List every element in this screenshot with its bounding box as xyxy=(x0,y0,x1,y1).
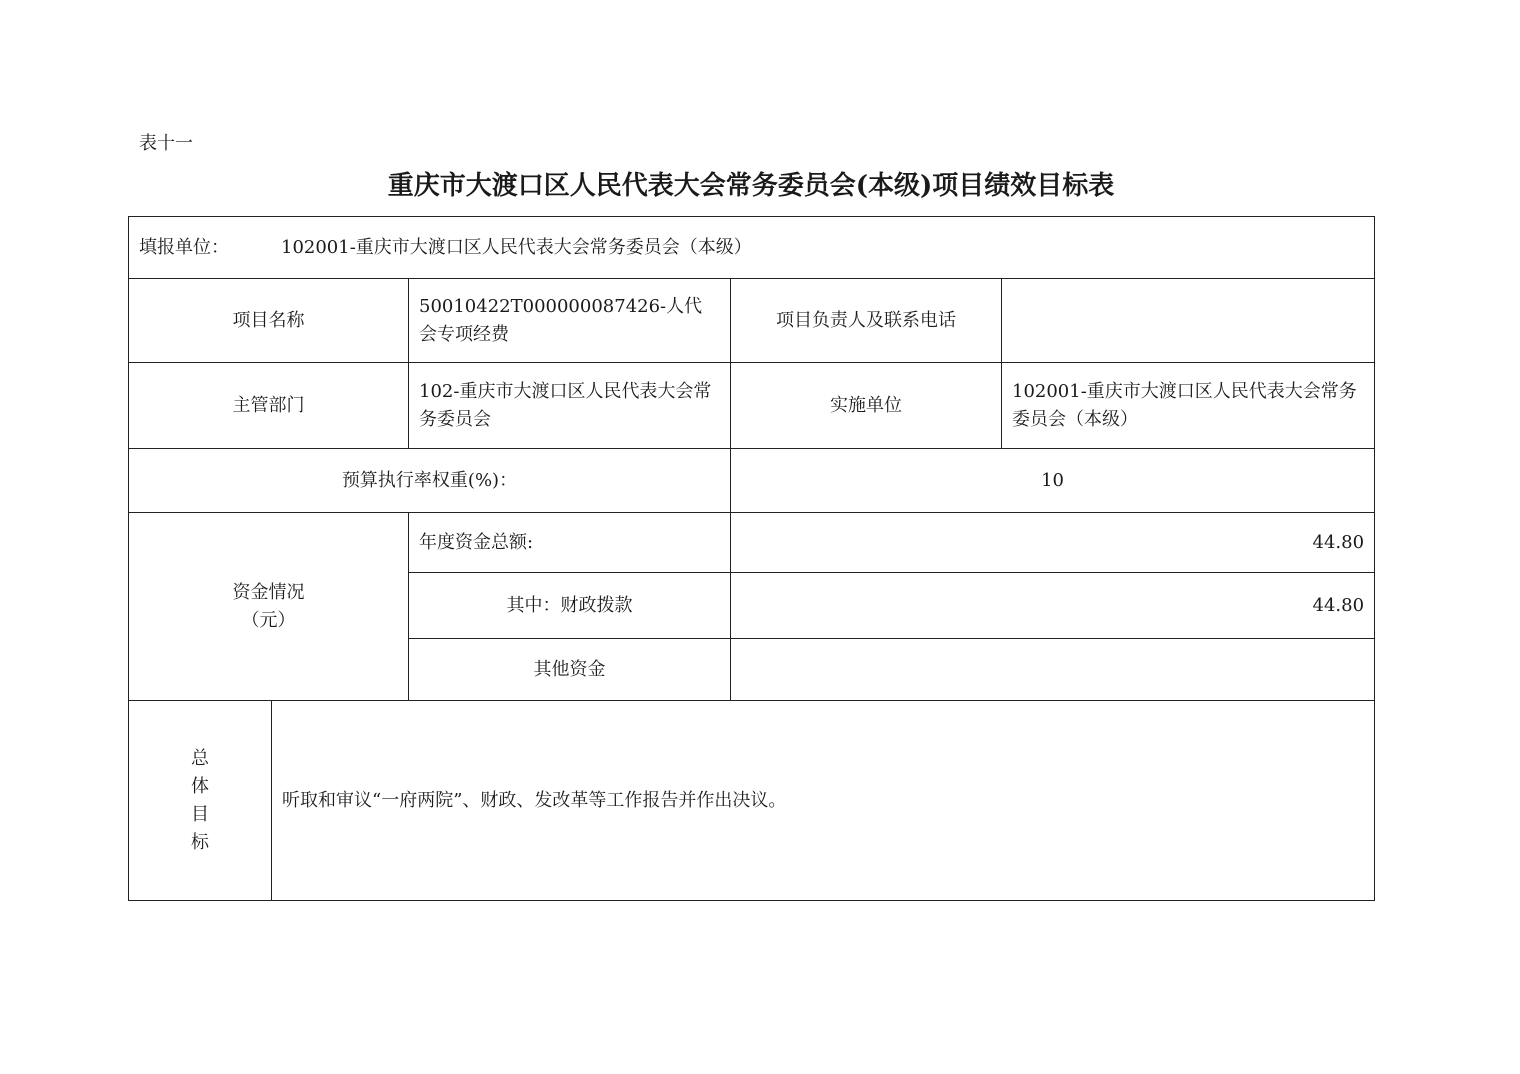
project-name-value: 50010422T000000087426-人代会专项经费 xyxy=(409,279,731,363)
reporting-unit-label: 填报单位： xyxy=(139,236,229,258)
project-name-label: 项目名称 xyxy=(129,279,409,363)
overall-goal-char: 标 xyxy=(191,831,209,853)
other-funds-value xyxy=(731,639,1375,701)
overall-goal-char: 总 xyxy=(191,747,209,769)
implementing-unit-label: 实施单位 xyxy=(731,363,1002,449)
performance-target-table xyxy=(128,216,1375,901)
fiscal-allocation-label: 其中：财政拨款 xyxy=(409,573,731,639)
funds-label xyxy=(129,513,409,701)
page-title: 重庆市大渡口区人民代表大会常务委员会(本级)项目绩效目标表 xyxy=(387,171,1115,201)
funds-label-line2: （元） xyxy=(241,609,296,631)
fiscal-allocation-value: 44.80 xyxy=(731,573,1375,639)
annual-total-label: 年度资金总额: xyxy=(409,513,731,573)
reporting-unit-value: 102001-重庆市大渡口区人民代表大会常务委员会（本级） xyxy=(281,236,752,258)
budget-weight-label: 预算执行率权重(%)： xyxy=(129,449,731,513)
overall-goal-text: 听取和审议“一府两院”、财政、发改革等工作报告并作出决议。 xyxy=(272,701,1375,901)
project-row xyxy=(129,279,1375,363)
other-funds-label: 其他资金 xyxy=(409,639,731,701)
reporting-unit-row xyxy=(129,217,1375,279)
department-row xyxy=(129,363,1375,449)
form-number-label: 表十一 xyxy=(139,133,193,154)
department-value: 102-重庆市大渡口区人民代表大会常务委员会 xyxy=(409,363,731,449)
overall-goal-label xyxy=(129,701,272,901)
project-owner-value xyxy=(1002,279,1375,363)
budget-weight-row xyxy=(129,449,1375,513)
annual-total-row xyxy=(129,513,1375,573)
reporting-unit-cell xyxy=(129,217,1375,279)
budget-weight-value: 10 xyxy=(731,449,1375,513)
project-owner-label: 项目负责人及联系电话 xyxy=(731,279,1002,363)
annual-total-value: 44.80 xyxy=(731,513,1375,573)
department-label: 主管部门 xyxy=(129,363,409,449)
funds-label-line1: 资金情况 xyxy=(232,581,305,603)
implementing-unit-value: 102001-重庆市大渡口区人民代表大会常务委员会（本级） xyxy=(1002,363,1375,449)
overall-goal-char: 目 xyxy=(191,803,209,825)
overall-goal-char: 体 xyxy=(191,775,209,797)
overall-goal-row xyxy=(129,701,1375,901)
